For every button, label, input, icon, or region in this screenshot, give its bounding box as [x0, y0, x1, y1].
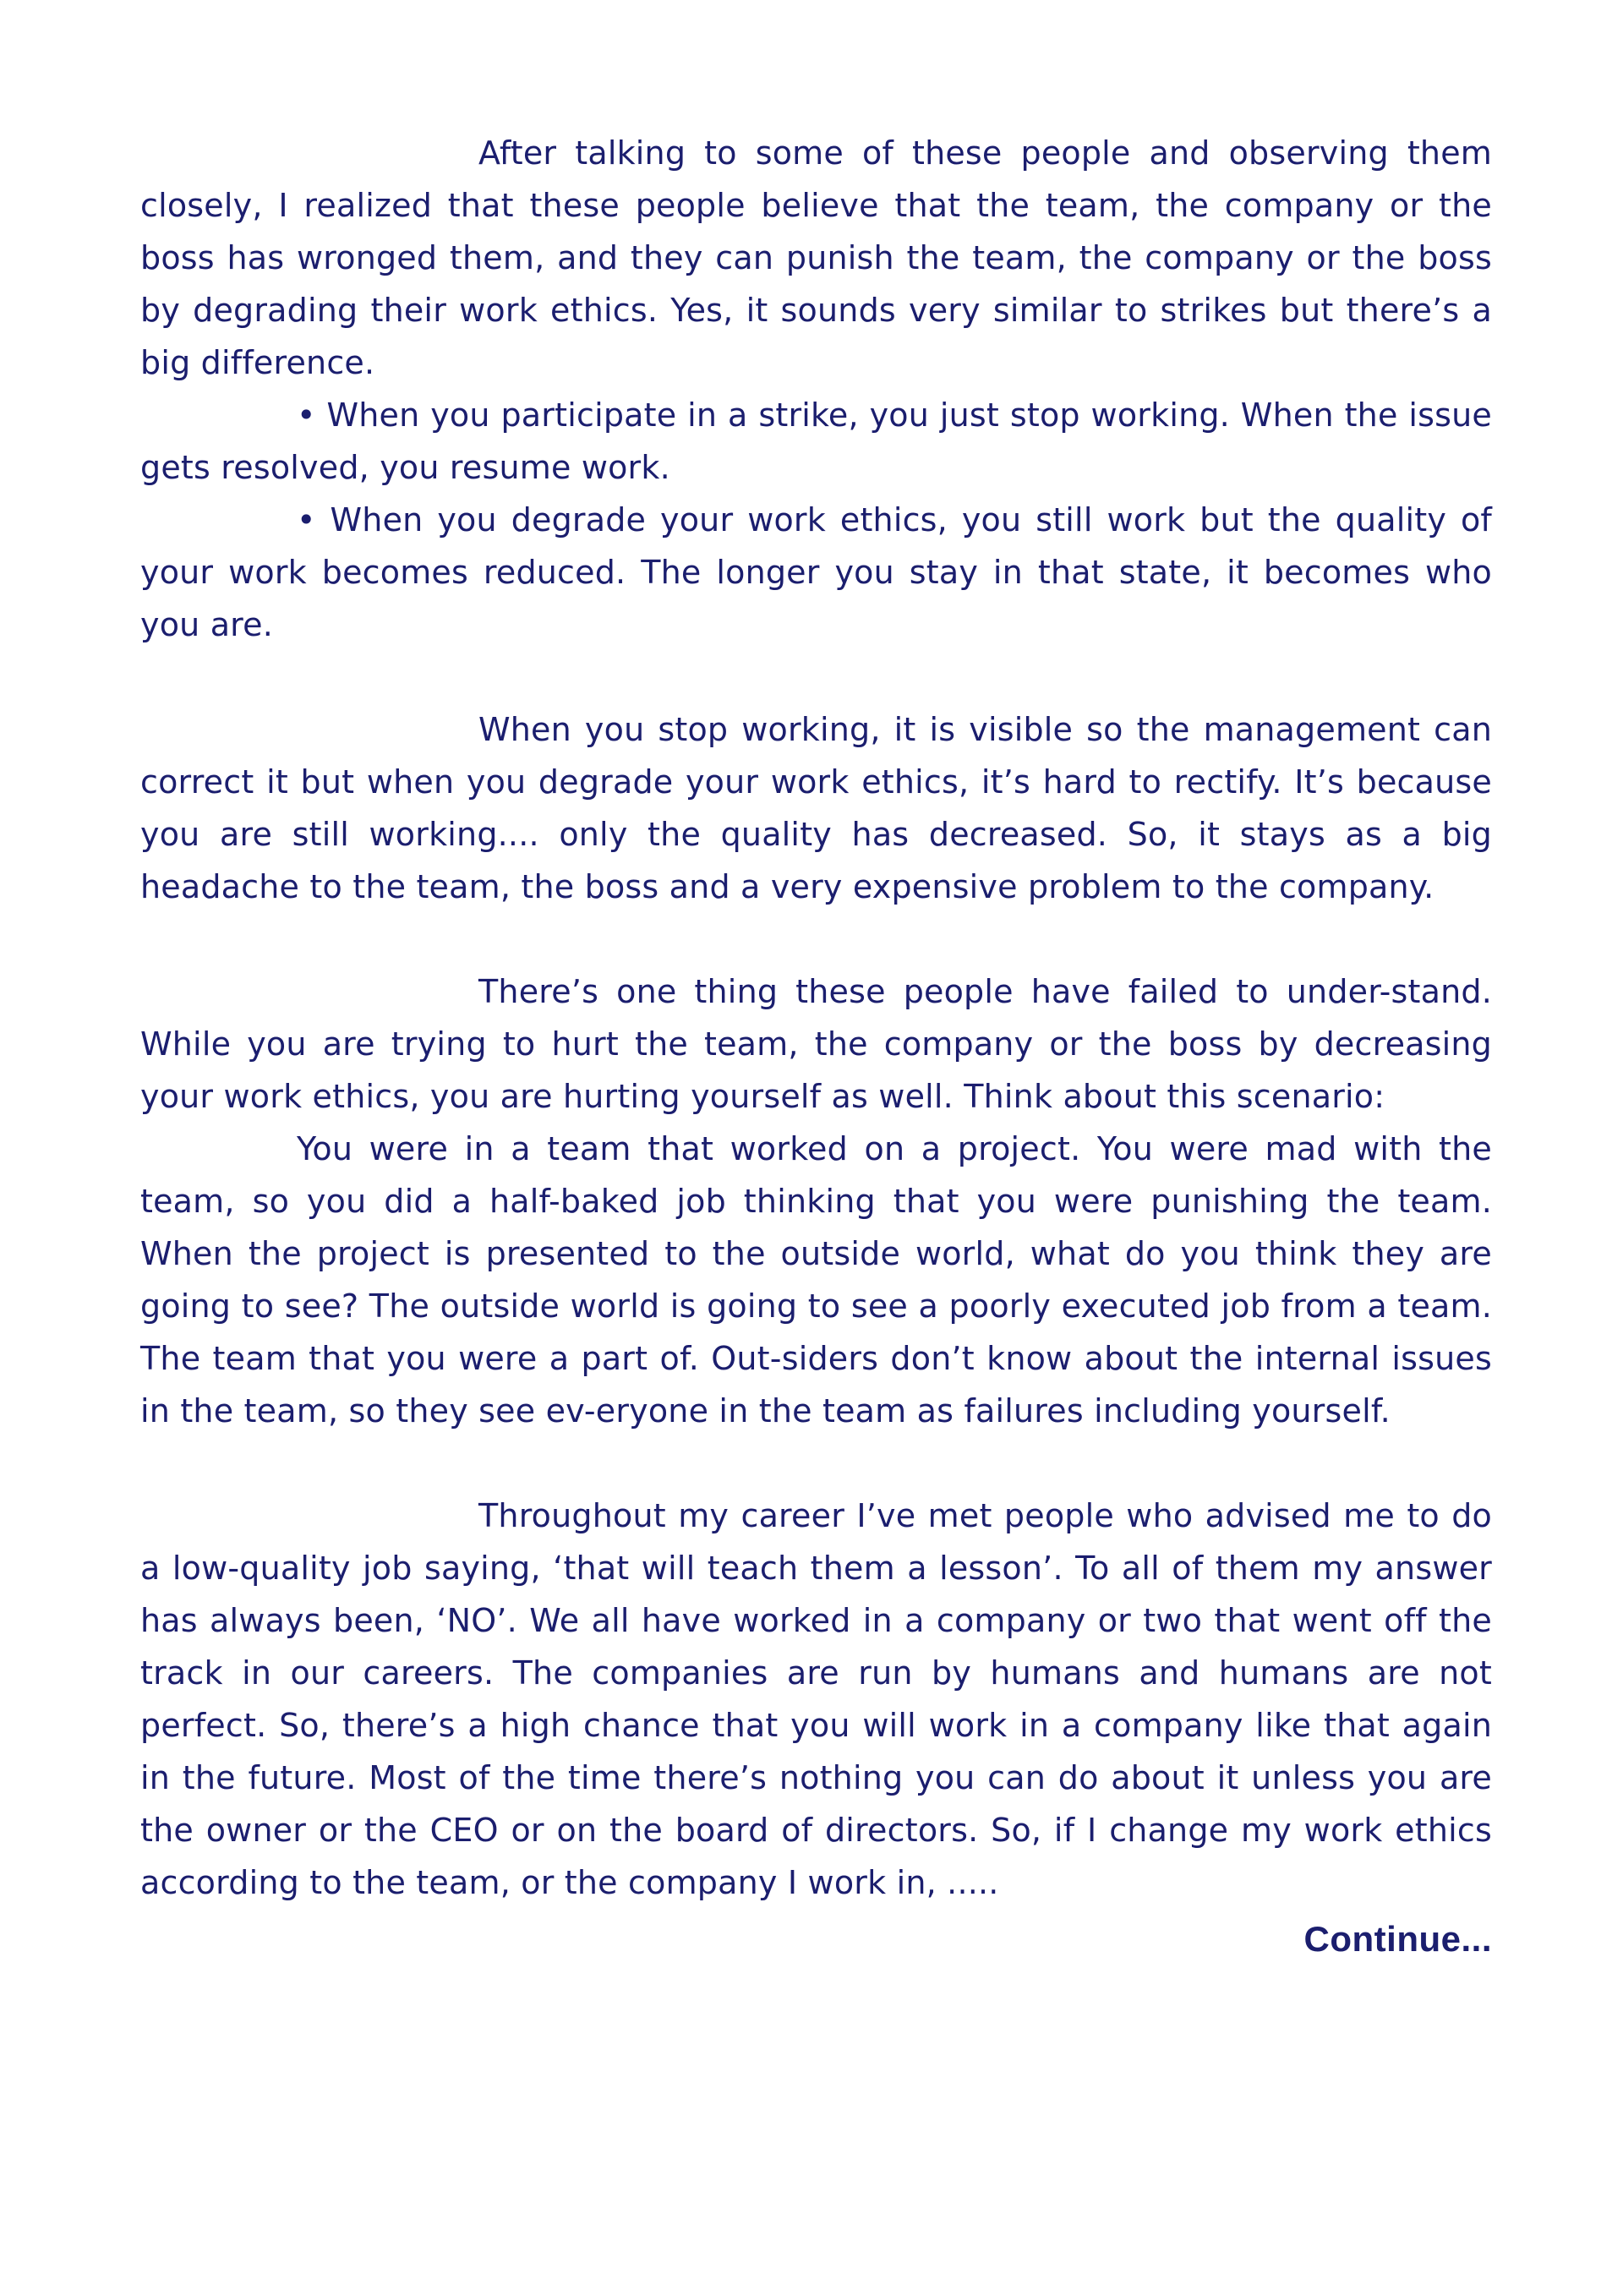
paragraph-scenario: You were in a team that worked on a project. You were mad with the team, so you did a half-baked job thinking that you were punishing the team. When the project is presented to the outside world, what do you think they are going to see? The outside world is going to see a poorly executed job from a team. The team that you were a part of. Out-siders don’t know about the internal issues in the team, so they see ev-eryone in the team as failures including yourself.	[140, 1130, 1492, 1430]
bullet-item-strike: • When you participate in a strike, you just stop working. When the issue gets resolved, you resume work.	[140, 396, 1492, 486]
continue-label: Continue...	[1303, 1919, 1492, 1959]
paragraph-2: When you stop working, it is visible so the management can correct it but when you degrade your work ethics, it’s hard to rectify. It’s because you are still working.... only the quality has decreased. So, it stays as a big headache to the team, the boss and a very expensive problem to the company.	[140, 711, 1492, 905]
paragraph-1: After talking to some of these people and observing them closely, I realized that these people believe that the team, the company or the boss has wronged them, and they can punish the team, the company or the boss by degrading their work ethics. Yes, it sounds very similar to strikes but there’s a big difference.	[140, 134, 1492, 381]
paragraph-3: There’s one thing these people have failed to under-stand. While you are trying to hurt the team, the company or the boss by decreasing your work ethics, you are hurting yourself as well. Think about this scenario:	[140, 973, 1492, 1115]
bullet-item-degrade: • When you degrade your work ethics, you still work but the quality of your work becomes reduced. The longer you stay in that state, it becomes who you are.	[140, 501, 1492, 643]
paragraph-spacer	[140, 651, 1492, 703]
paragraph-spacer	[140, 1437, 1492, 1490]
page-content	[140, 127, 1492, 1970]
paragraph-spacer	[140, 913, 1492, 965]
paragraph-5: Throughout my career I’ve met people who advised me to do a low-quality job saying, ‘that will teach them a lesson’. To all of them my answer has always been, ‘NO’. We all have worked in a company or two that went off the track in our careers. The companies are run by humans and humans are not perfect. So, there’s a high chance that you will work in a company like that again in the future. Most of the time there’s nothing you can do about it unless you are the owner or the CEO or on the board of directors. So, if I change my work ethics according to the team, or the company I work in, .....	[140, 1497, 1492, 1901]
